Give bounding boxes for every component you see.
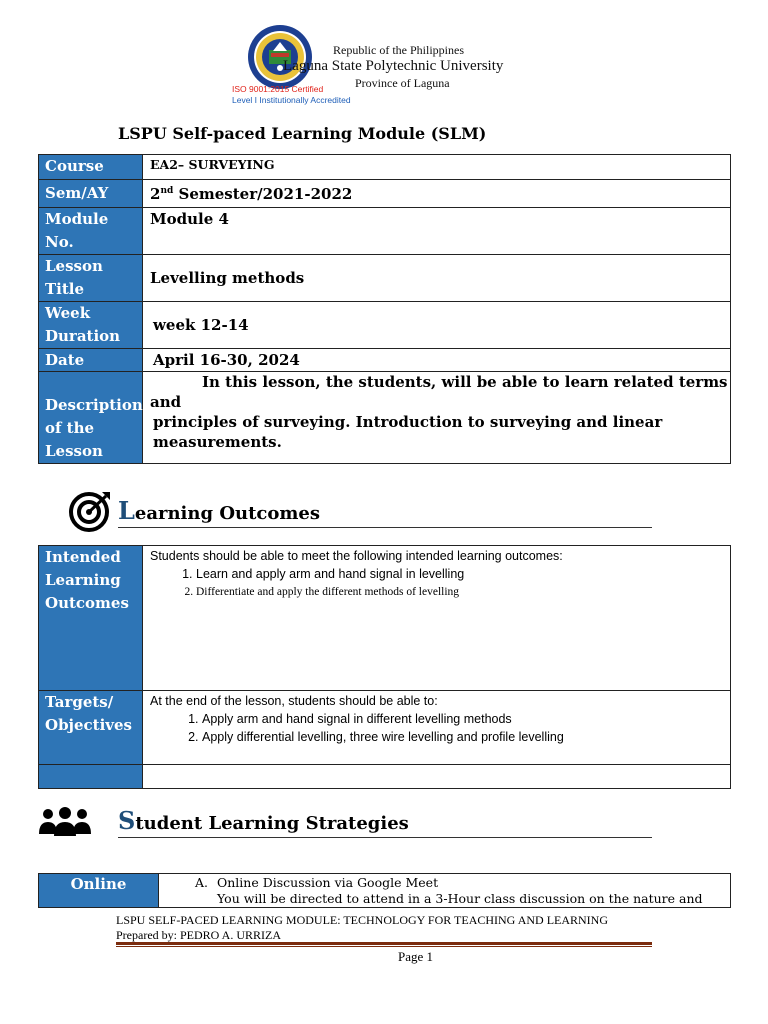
learning-outcomes-heading [118, 496, 320, 525]
week-value: week 12-14 [143, 302, 731, 349]
empty-label-cell [39, 765, 143, 789]
targets-list [150, 710, 730, 746]
strategy-item-title [159, 875, 730, 891]
course-label: Course [39, 155, 143, 180]
empty-value-cell [143, 765, 731, 789]
footer-rule-thick [116, 942, 652, 945]
description-label: Description of the Lesson [39, 372, 143, 464]
strategies-heading-rest: tudent Learning Strategies [135, 813, 409, 834]
online-row [39, 874, 731, 908]
online-label: Online [39, 874, 159, 908]
learning-outcomes-heading-rest: earning Outcomes [134, 503, 321, 524]
semay-label: Sem/AY [39, 180, 143, 208]
module-title: LSPU Self-paced Learning Module (SLM) [118, 124, 487, 143]
page-number: Page 1 [398, 949, 434, 964]
module-value: Module 4 [143, 208, 731, 255]
learning-outcomes-heading-cap: L [118, 496, 135, 525]
semay-value-rest: Semester/2021-2022 [173, 185, 353, 203]
date-label: Date [39, 349, 143, 372]
strategies-table [38, 873, 731, 908]
university-seal-logo [247, 24, 313, 90]
strategy-item-title-text: Online Discussion via Google Meet [217, 875, 439, 890]
online-content [159, 874, 731, 908]
description-value [143, 372, 731, 464]
semay-value [143, 180, 731, 208]
week-label: Week Duration [39, 302, 143, 349]
empty-row [39, 765, 731, 789]
footer-rule-thin [116, 946, 652, 947]
header-republic: Republic of the Philippines [333, 43, 464, 57]
target-icon [68, 490, 112, 536]
ilo-intro: Students should be able to meet the following intended learning outcomes: [150, 549, 563, 563]
header-province: Province of Laguna [355, 76, 450, 90]
footer-module-line: LSPU SELF-PACED LEARNING MODULE: TECHNOLOGY FOR TEACHING AND LEARNING [116, 913, 609, 927]
description-line-1: In this lesson, the students, will be able to learn related terms and [150, 373, 728, 411]
lesson-row [39, 255, 731, 302]
target-item: 2. Apply differential levelling, three wire levelling and profile levelling [202, 728, 730, 746]
ilo-list [150, 565, 730, 601]
accreditation-level: Level I Institutionally Accredited [232, 95, 351, 105]
description-row [39, 372, 731, 464]
strategy-item-text: You will be directed to attend in a 3-Hour class discussion on the nature and [217, 891, 703, 906]
iso-certification: ISO 9001:2015 Certified [232, 84, 324, 94]
lesson-value: Levelling methods [143, 255, 731, 302]
outcomes-table [38, 545, 731, 789]
course-info-table [38, 154, 731, 464]
targets-label: Targets/ Objectives [39, 691, 143, 765]
semay-value-sup: nd [160, 186, 174, 196]
learning-outcomes-rule [118, 527, 652, 528]
description-line-2: principles of surveying. Introduction to surveying and linear measurements. [153, 413, 663, 451]
target-item: 1. Apply arm and hand signal in different levelling methods [202, 710, 730, 728]
module-row [39, 208, 731, 255]
ilo-item: 1. Learn and apply arm and hand signal in levelling [196, 565, 730, 583]
targets-content [143, 691, 731, 765]
ilo-item: 2. Differentiate and apply the different methods of levelling [196, 583, 730, 601]
group-icon [38, 806, 92, 842]
course-row [39, 155, 731, 180]
strategies-rule [118, 837, 652, 838]
course-value: EA2– SURVEYING [143, 155, 731, 180]
footer-prepared-by: Prepared by: PEDRO A. URRIZA [116, 928, 281, 942]
module-label: Module No. [39, 208, 143, 255]
strategies-heading-cap: S [118, 806, 136, 835]
targets-intro: At the end of the lesson, students should be able to: [150, 694, 438, 708]
semay-value-prefix: 2 [150, 185, 161, 203]
date-row [39, 349, 731, 372]
date-value: April 16-30, 2024 [143, 349, 731, 372]
strategy-item-marker: A. [195, 875, 209, 890]
ilo-content [143, 546, 731, 691]
week-row [39, 302, 731, 349]
strategies-heading [118, 806, 409, 835]
semay-row [39, 180, 731, 208]
lesson-label: Lesson Title [39, 255, 143, 302]
ilo-row [39, 546, 731, 691]
ilo-label: Intended Learning Outcomes [39, 546, 143, 691]
targets-row [39, 691, 731, 765]
header-university: Laguna State Polytechnic University [283, 58, 504, 74]
